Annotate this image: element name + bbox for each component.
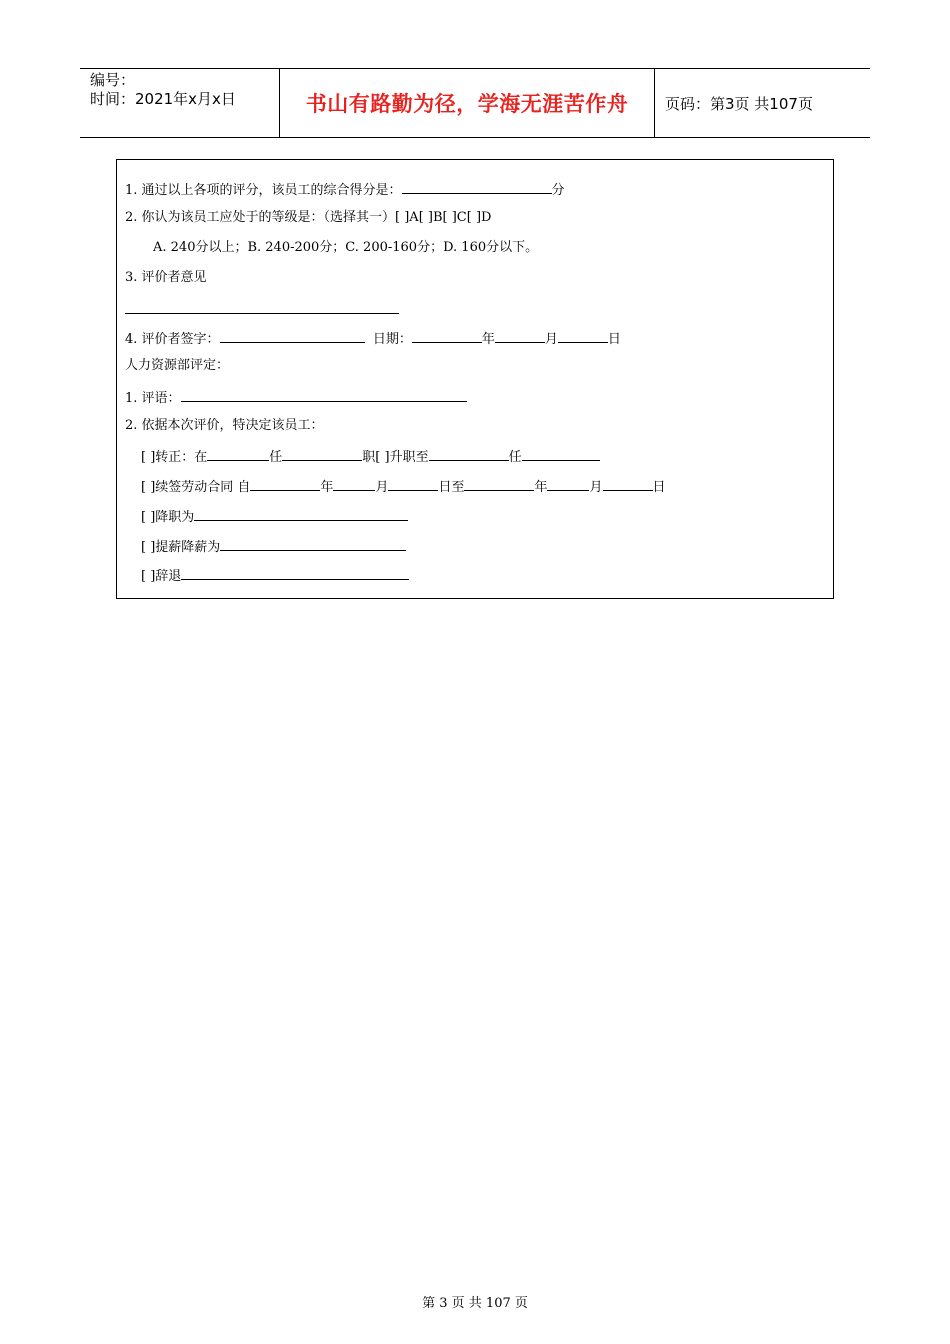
promote-position-field[interactable]	[522, 446, 600, 461]
hr1-text: 1. 评语：	[125, 391, 181, 406]
regular-dept-field[interactable]	[207, 446, 269, 461]
day-label: 日	[607, 332, 621, 347]
year-label: 年	[320, 480, 334, 495]
header-motto: 书山有路勤为径，学海无涯苦作舟	[280, 69, 655, 137]
opt-regular-d: 任	[508, 450, 522, 465]
month-field[interactable]	[495, 328, 545, 343]
number-label: 编号：	[90, 71, 136, 89]
year-field[interactable]	[412, 328, 482, 343]
dismiss-field[interactable]	[181, 565, 409, 580]
contract-start-day[interactable]	[388, 476, 438, 491]
q4-row	[125, 328, 621, 349]
opt-demote: [ ]降职为	[141, 510, 195, 525]
month-label: 月	[589, 480, 603, 495]
dismiss-row	[141, 565, 409, 586]
q4-sign: 4. 评价者签字：	[125, 332, 220, 347]
month-label: 月	[375, 480, 389, 495]
opt-contract-a: [ ]续签劳动合同 自	[141, 480, 251, 495]
day-field[interactable]	[558, 328, 608, 343]
promote-dept-field[interactable]	[429, 446, 509, 461]
contract-start-month[interactable]	[333, 476, 375, 491]
regular-position-field[interactable]	[282, 446, 362, 461]
hr-title: 人力资源部评定：	[125, 358, 230, 373]
q3-text: 3. 评价者意见	[125, 270, 207, 285]
hr2-text: 2. 依据本次评价，特决定该员工：	[125, 418, 324, 433]
contract-row	[141, 476, 666, 497]
header-meta	[80, 69, 280, 137]
header-page-info: 页码：第3页 共107页	[665, 94, 813, 113]
year-label: 年	[481, 332, 495, 347]
regular-row	[141, 446, 600, 467]
contract-end-month[interactable]	[547, 476, 589, 491]
q2-text: 2. 你认为该员工应处于的等级是：（选择其一）[ ]A[ ]B[ ]C[ ]D	[125, 210, 492, 225]
page-header	[80, 68, 870, 138]
q3-row	[125, 299, 399, 320]
signature-field[interactable]	[220, 328, 365, 343]
page-footer: 第 3 页 共 107 页	[422, 1296, 528, 1311]
q1-row	[125, 179, 565, 200]
demote-row	[141, 506, 408, 527]
q1-text: 1. 通过以上各项的评分，该员工的综合得分是：	[125, 183, 402, 198]
contract-start-year[interactable]	[250, 476, 320, 491]
time-label: 时间：2021年x月x日	[90, 90, 236, 108]
hr1-row	[125, 387, 467, 408]
opt-regular-b: 任	[269, 450, 283, 465]
salary-row	[141, 536, 406, 557]
demote-field[interactable]	[194, 506, 408, 521]
contract-end-year[interactable]	[464, 476, 534, 491]
evaluation-form	[116, 159, 834, 599]
opt-dismiss: [ ]辞退	[141, 569, 182, 584]
q4-date: 日期：	[372, 332, 412, 347]
year-label: 年	[534, 480, 548, 495]
comment-field[interactable]	[181, 387, 467, 402]
day-label: 日	[652, 480, 666, 495]
month-label: 月	[544, 332, 558, 347]
contract-end-day[interactable]	[603, 476, 653, 491]
opt-salary: [ ]提薪降薪为	[141, 540, 221, 555]
opt-regular-c: 职[ ]升职至	[362, 450, 429, 465]
salary-field[interactable]	[220, 536, 406, 551]
q2-options: A. 240分以上；B. 240-200分；C. 200-160分；D. 160分以下。	[153, 240, 539, 255]
q1-unit: 分	[551, 183, 565, 198]
opt-regular-a: [ ]转正：在	[141, 450, 208, 465]
opt-contract-to: 日至	[438, 480, 465, 495]
score-field[interactable]	[402, 179, 552, 194]
opinion-field[interactable]	[125, 299, 399, 314]
